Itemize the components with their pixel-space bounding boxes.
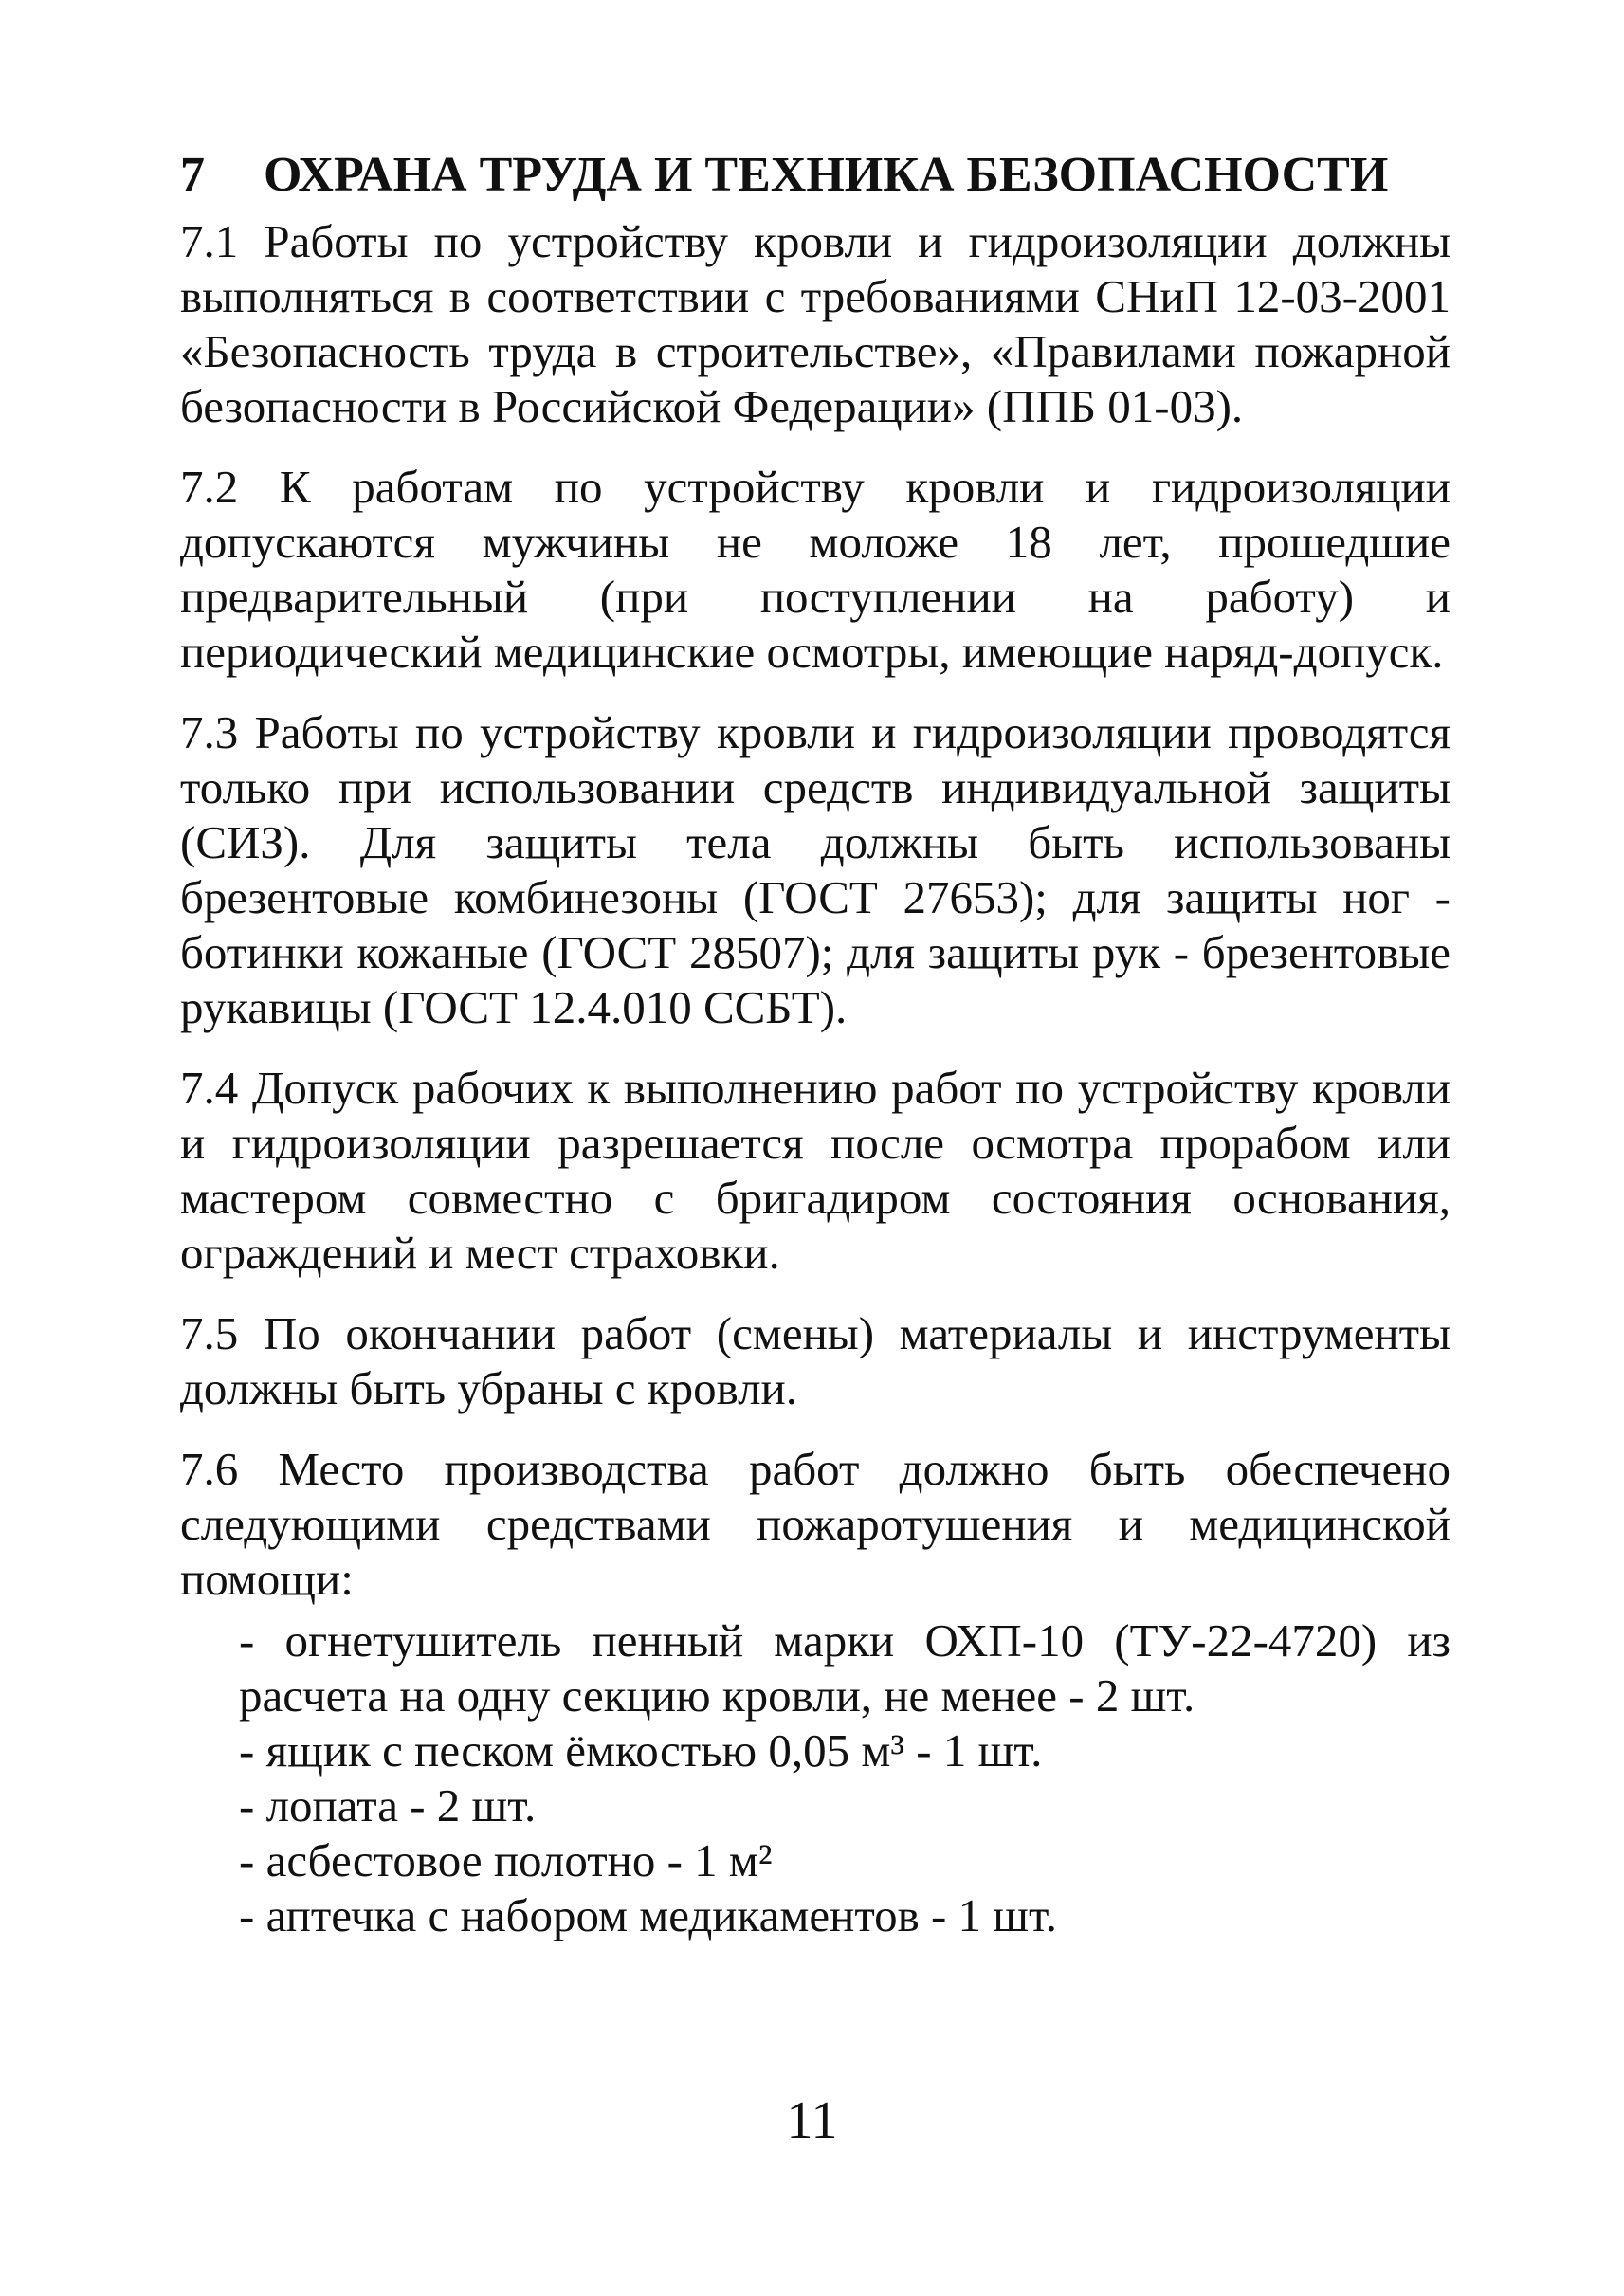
list-item-shovel: - лопата - 2 шт. <box>239 1779 537 1831</box>
paragraph-7-1: 7.1 Работы по устройству кровли и гидроизоляции должны выполняться в соответствии с требованиями СНиП 12-03-2001 «Безопасность труда в строительстве», «Правилами пожарной безопасности в Российской Федерации» (ППБ 01-03). <box>180 215 1451 432</box>
document-page <box>180 142 1451 2209</box>
list-item-sand-box: - ящик с песком ёмкостью 0,05 м³ - 1 шт. <box>239 1724 1043 1777</box>
section-title: ОХРАНА ТРУДА И ТЕХНИКА БЕЗОПАСНОСТИ <box>264 148 1389 202</box>
paragraph-7-2: 7.2 К работам по устройству кровли и гидроизоляции допускаются мужчины не моложе 18 лет, прошедшие предварительный (при поступлении на работу) и периодический медицинские осмотры, имеющие наряд-допуск. <box>180 461 1451 678</box>
paragraph-7-6: 7.6 Место производства работ должно быть обеспечено следующими средствами пожаротушения и медицинской помощи: <box>180 1443 1451 1605</box>
page-number: 11 <box>786 2091 838 2150</box>
paragraph-7-4: 7.4 Допуск рабочих к выполнению работ по устройству кровли и гидроизоляции разрешается после осмотра прорабом или мастером совместно с бригадиром состояния основания, ограждений и мест страховки. <box>180 1062 1451 1279</box>
list-item-asbestos-cloth: - асбестовое полотно - 1 м² <box>239 1834 773 1886</box>
list-item-extinguisher: - огнетушитель пенный марки ОХП-10 (ТУ-22-4720) из расчета на одну секцию кровли, не менее - 2 шт. <box>239 1614 1451 1722</box>
paragraph-7-5: 7.5 По окончании работ (смены) материалы и инструменты должны быть убраны с кровли. <box>180 1307 1451 1414</box>
list-item-first-aid-kit: - аптечка с набором медикаментов - 1 шт. <box>239 1889 1058 1941</box>
equipment-list <box>180 1613 1451 1943</box>
paragraph-7-3: 7.3 Работы по устройству кровли и гидроизоляции проводятся только при использовании средств индивидуальной защиты (СИЗ). Для защиты тела должны быть использованы брезентовые комбинезоны (ГОСТ 27653); для защиты ног - ботинки кожаные (ГОСТ 28507); для защиты рук - брезентовые рукавицы (ГОСТ 12.4.010 ССБТ). <box>180 706 1451 1033</box>
section-number: 7 <box>180 148 205 202</box>
section-heading <box>180 142 1451 209</box>
